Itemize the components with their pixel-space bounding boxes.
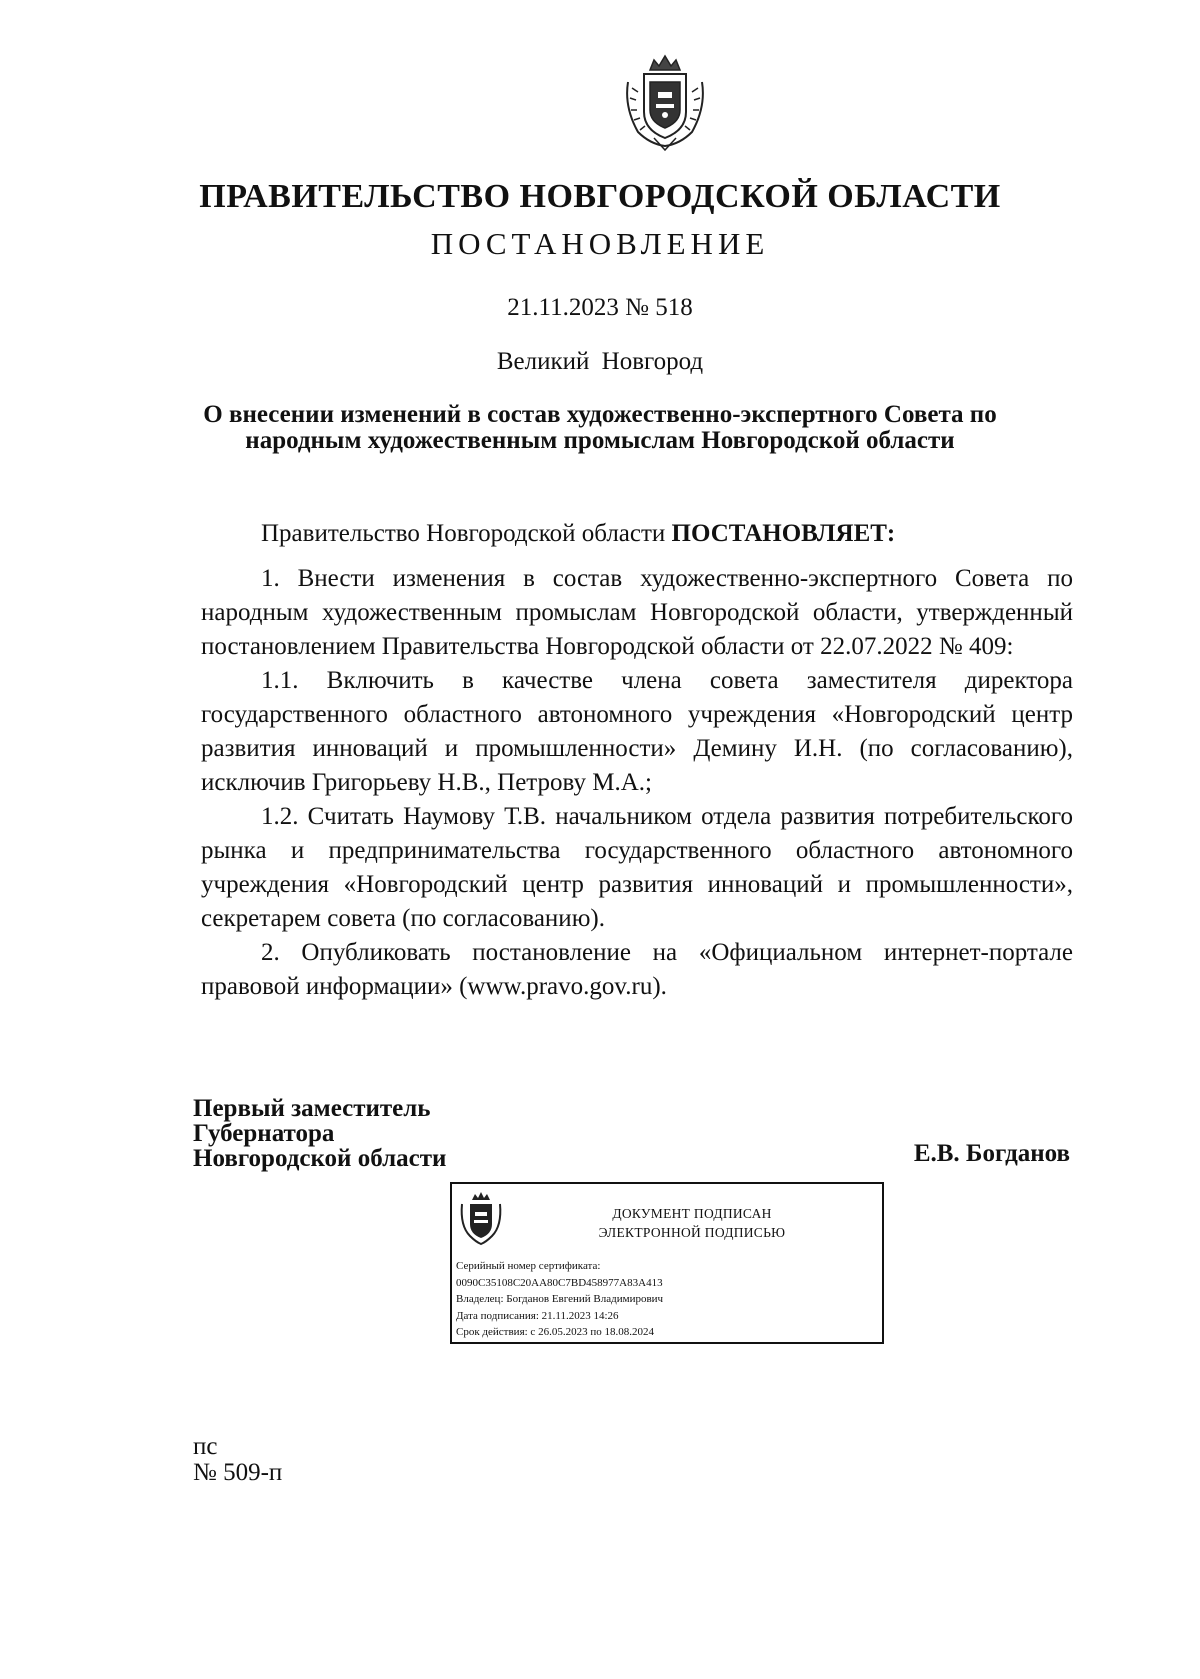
- footer-line: пс: [193, 1433, 218, 1460]
- esign-validity: Срок действия: с 26.05.2023 по 18.08.2024: [456, 1326, 654, 1338]
- document-date-number: 21.11.2023 № 518: [507, 294, 693, 321]
- decree-intro: [201, 517, 1073, 551]
- electronic-signature-stamp: [450, 1182, 884, 1344]
- coat-of-arms-icon: [620, 52, 710, 152]
- document-subject: О внесении изменений в состав художественно-экспертного Совета по народным художественным промыслам Новгородской области: [203, 401, 997, 454]
- esign-date: Дата подписания: 21.11.2023 14:26: [456, 1309, 619, 1322]
- esign-owner: Владелец: Богданов Евгений Владимирович: [456, 1293, 664, 1305]
- authority-title: ПРАВИТЕЛЬСТВО НОВГОРОДСКОЙ ОБЛАСТИ: [199, 178, 1001, 215]
- signatory-title-line: Губернатора: [193, 1120, 335, 1147]
- paragraph-2: 2. Опубликовать постановление на «Официальном интернет-портале правовой информации» (www.pravo.gov.ru).: [201, 939, 1073, 1000]
- esign-header: [512, 1204, 872, 1242]
- document-type: ПОСТАНОВЛЕНИЕ: [430, 226, 770, 261]
- paragraph-1: 1. Внести изменения в состав художественно-экспертного Совета по народным художественным промыслам Новгородской области, утвержденный постановлением Правительства Новгородской области от 22.07.2022 № 409:: [201, 565, 1073, 660]
- coat-of-arms-icon: [458, 1192, 504, 1246]
- footer-reference: [193, 1434, 282, 1486]
- signatory-title-line: Первый заместитель: [193, 1095, 431, 1122]
- document-city: Великий Новгород: [496, 348, 704, 375]
- signatory-title-line: Новгородской области: [193, 1145, 447, 1172]
- decree-body: [201, 562, 1073, 1004]
- esign-header-line: ЭЛЕКТРОННОЙ ПОДПИСЬЮ: [598, 1225, 786, 1240]
- paragraph-1-2: 1.2. Считать Наумову Т.В. начальником отдела развития потребительского рынка и предпринимательства государственного областного автономного учреждения «Новгородский центр развития инноваций и промышленности», секретарем совета (по согласованию).: [201, 803, 1073, 932]
- signatory-name: Е.В. Богданов: [913, 1140, 1070, 1167]
- paragraph-1-1: 1.1. Включить в качестве члена совета заместителя директора государственного областного автономного учреждения «Новгородский центр развития инноваций и промышленности» Демину И.Н. (по согласованию), исключив Григорьеву Н.В., Петрову М.А.;: [201, 667, 1073, 796]
- intro-decree-word: ПОСТАНОВЛЯЕТ:: [671, 520, 896, 547]
- signatory-title: [193, 1096, 446, 1171]
- esign-cert-label: Серийный номер сертификата:: [456, 1260, 601, 1272]
- esign-cert-number: 0090C35108C20AA80C7BD458977A83A413: [456, 1276, 663, 1289]
- footer-line: № 509-п: [193, 1459, 283, 1486]
- esign-header-line: ДОКУМЕНТ ПОДПИСАН: [612, 1206, 772, 1221]
- intro-text: Правительство Новгородской области: [261, 520, 672, 547]
- esign-details: [456, 1258, 663, 1341]
